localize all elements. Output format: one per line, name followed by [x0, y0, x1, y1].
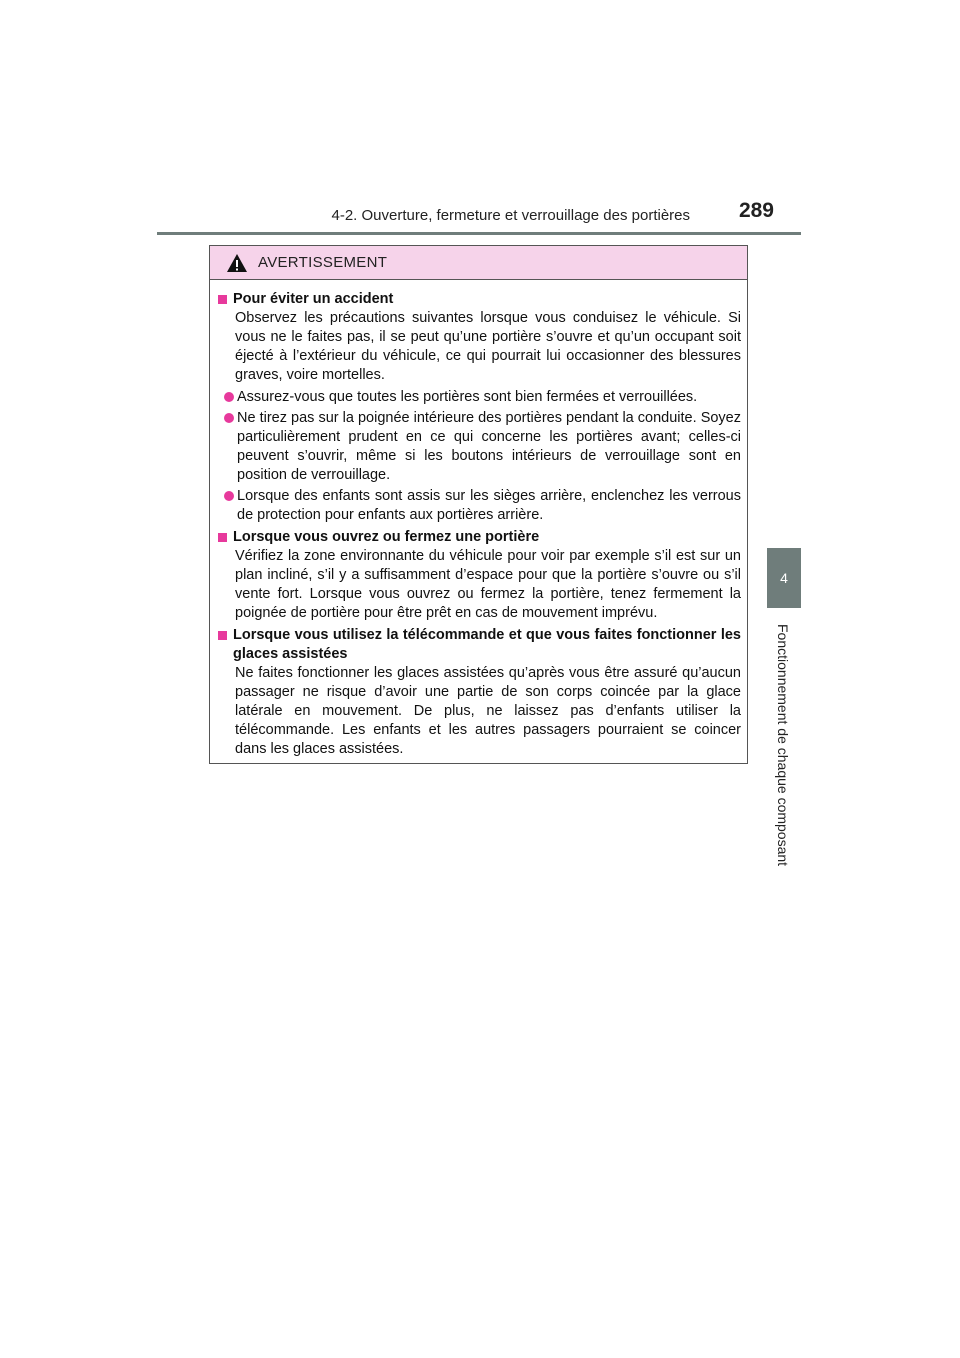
- section-title: [216, 528, 741, 547]
- circle-bullet-icon: [224, 491, 234, 501]
- square-bullet-icon: [218, 295, 227, 304]
- precaution-list: [216, 388, 741, 525]
- warning-section-remote: [216, 626, 741, 759]
- list-item-text: Ne tirez pas sur la poignée intérieure des portières pendant la conduite. Soyez particulièrement prudent en ce qui concerne les portières avant; celles-ci peuvent s’ouvrir, même si les boutons intérieurs de verrouillage sont en position de verrouillage.: [237, 410, 741, 483]
- section-title: [216, 626, 741, 664]
- square-bullet-icon: [218, 533, 227, 542]
- section-body: Vérifiez la zone environnante du véhicule pour voir par exemple s’il est sur un plan incliné, s’il y a suffisamment d’espace pour que la portière s’ouvre ou s’il vente fort. Lorsque vous ouvrez ou fermez la portière, tenez fermement la poignée de portière pour être prêt en cas de mouvement imprévu.: [235, 548, 741, 621]
- header-section-title: 4-2. Ouverture, fermeture et verrouillage des portières: [331, 207, 690, 224]
- circle-bullet-icon: [224, 392, 234, 402]
- page-number: 289: [738, 199, 774, 222]
- square-bullet-icon: [218, 631, 227, 640]
- warning-header: [210, 246, 747, 280]
- list-item-text: Assurez-vous que toutes les portières sont bien fermées et verrouillées.: [237, 389, 698, 405]
- list-item: [224, 409, 741, 485]
- warning-box: [209, 245, 748, 764]
- list-item: [224, 388, 741, 407]
- section-title-text: Lorsque vous ouvrez ou fermez une portière: [233, 529, 540, 545]
- warning-triangle-icon: [226, 253, 248, 273]
- warning-section-accident: [216, 290, 741, 525]
- section-title-text: Lorsque vous utilisez la télécommande et que vous faites fonctionner les glaces assistées: [233, 627, 741, 662]
- section-title-text: Pour éviter un accident: [233, 291, 394, 307]
- list-item-text: Lorsque des enfants sont assis sur les sièges arrière, enclenchez les verrous de protection pour enfants aux portières arrière.: [237, 488, 741, 523]
- warning-title: AVERTISSEMENT: [258, 254, 388, 271]
- section-body: Ne faites fonctionner les glaces assistées qu’après vous être assuré qu’aucun passager ne risque d’avoir une partie de son corps coincée par la glace latérale en mouvement. De plus, ne laissez pas d’enfants utiliser la télécommande. Les enfants et les autres passagers pourraient se coincer dans les glaces assistées.: [235, 665, 741, 757]
- list-item: [224, 487, 741, 525]
- warning-content: [210, 280, 747, 759]
- chapter-side-label: [768, 620, 798, 870]
- header-rule: [157, 232, 801, 235]
- chapter-tab: [767, 548, 801, 608]
- chapter-number: 4: [780, 570, 788, 586]
- circle-bullet-icon: [224, 413, 234, 423]
- section-body: Observez les précautions suivantes lorsque vous conduisez le véhicule. Si vous ne le faites pas, il se peut qu’une portière s’ouvre et qu’un occupant soit éjecté à l’extérieur du véhicule, ce qui pourrait lui occasionner des blessures graves, voire mortelles.: [235, 310, 741, 383]
- chapter-title: Fonctionnement de chaque composant: [775, 623, 791, 867]
- warning-section-door: [216, 528, 741, 623]
- section-title: [216, 290, 741, 309]
